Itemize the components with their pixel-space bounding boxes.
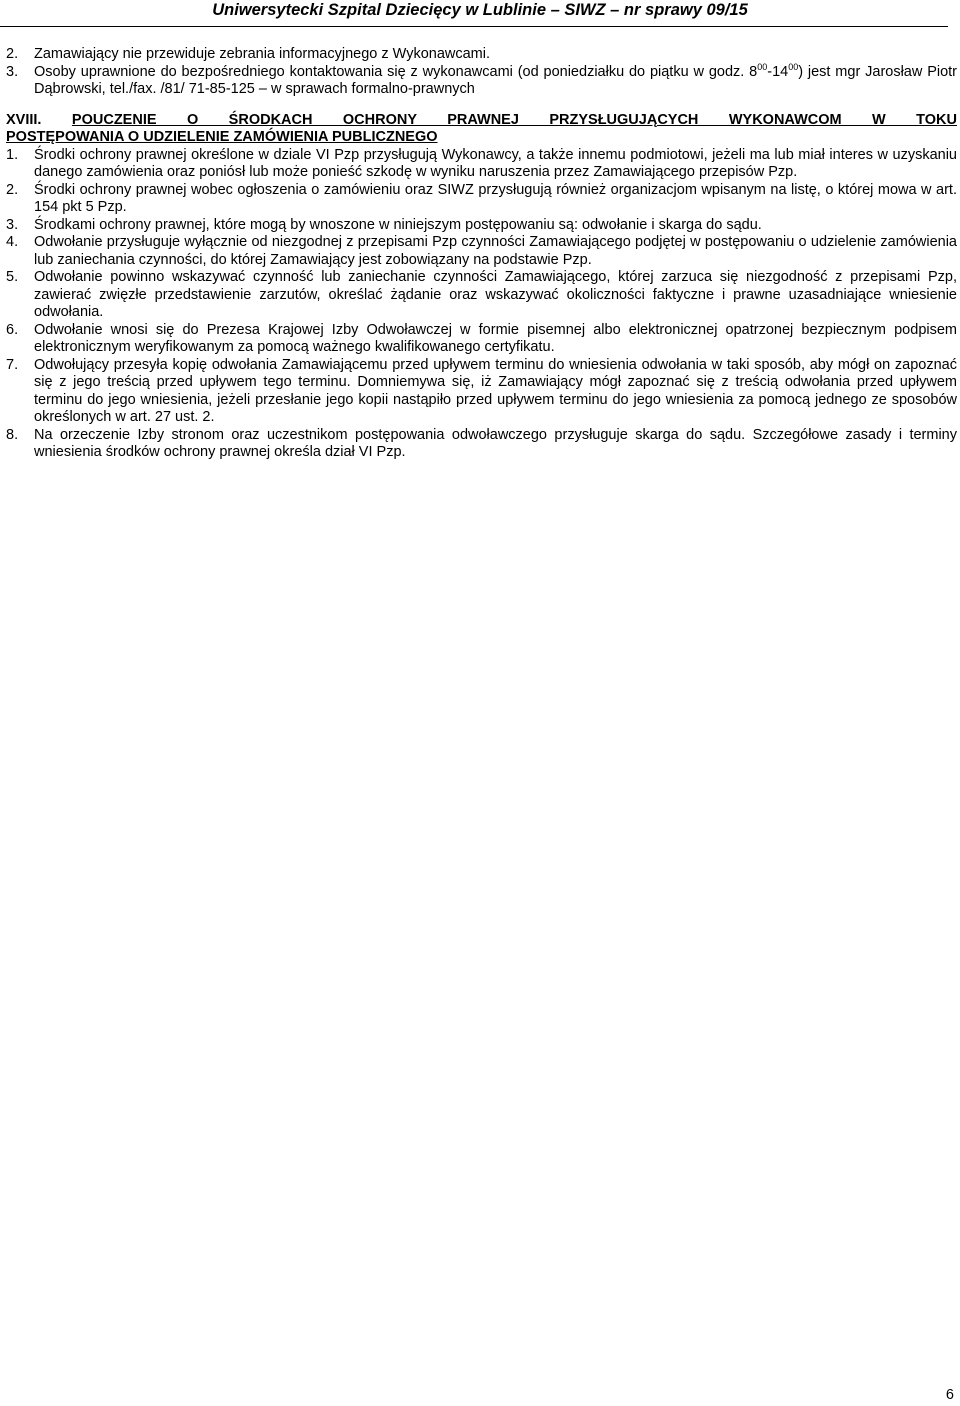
document-body — [6, 46, 957, 462]
list-item — [6, 217, 957, 235]
item-number: 8. — [6, 426, 19, 443]
list-item — [6, 182, 957, 217]
item-number: 2. — [6, 181, 19, 198]
section-title-line-1 — [6, 112, 957, 130]
item-number: 3. — [6, 63, 19, 80]
list-item — [6, 322, 957, 357]
item-text: Środkami ochrony prawnej, które mogą by wnoszone w niniejszym postępowaniu są: odwołanie i skarga do sądu. — [34, 216, 762, 233]
item-text: -14 — [767, 63, 789, 80]
item-number: 6. — [6, 321, 19, 338]
page-number: 6 — [945, 1387, 954, 1403]
item-number: 4. — [6, 234, 19, 250]
superscript: 00 — [788, 61, 799, 72]
list-item — [6, 61, 958, 99]
superscript: 00 — [757, 61, 768, 72]
item-number: 7. — [6, 356, 19, 373]
item-number: 1. — [6, 146, 19, 163]
section-title: POUCZENIE O ŚRODKACH OCHRONY PRAWNEJ PRZYSŁUGUJĄCYCH WYKONAWCOM W TOKU — [71, 111, 958, 128]
item-number: 3. — [6, 216, 19, 233]
item-text: Na orzeczenie Izby stronom oraz uczestnikom postępowania odwoławczego przysługuje skarga do sądu. Szczegółowe zasady i terminy wniesienia środków ochrony prawnej określa dział VI Pzp. — [34, 426, 957, 460]
item-number: 5. — [6, 269, 19, 285]
page-header — [0, 0, 960, 30]
item-text: Zamawiający nie przewiduje zebrania informacyjnego z Wykonawcami. — [34, 46, 491, 62]
section-title-line-2: POSTĘPOWANIA O UDZIELENIE ZAMÓWIENIA PUBLICZNEGO — [6, 129, 438, 145]
item-text: Odwołanie powinno wskazywać czynność lub zaniechanie czynności Zamawiającego, której zarzuca się niezgodność z przepisami Pzp, zawierać zwięzłe przedstawienie zarzutów, określać żądanie oraz wskazywać okoliczności faktyczne i prawne uzasadniające wniesienie odwołania. — [34, 269, 957, 320]
list-item — [6, 357, 957, 427]
item-text: Odwołanie wnosi się do Prezesa Krajowej Izby Odwoławczej w formie pisemnej albo elektronicznej opatrzonej bezpiecznym podpisem elektronicznym weryfikowanym za pomocą ważnego kwalifikowanego certyfikatu. — [34, 321, 957, 355]
item-number: 2. — [6, 46, 19, 62]
list-item — [6, 269, 957, 322]
item-text: Osoby uprawnione do bezpośredniego kontaktowania się z wykonawcami (od poniedziałku do piątku w godz. 8 — [34, 63, 758, 80]
document-header-title: Uniwersytecki Szpital Dziecięcy w Lublinie – SIWZ – nr sprawy 09/15 — [212, 1, 748, 19]
section-number: XVIII. — [6, 111, 42, 128]
item-text: Środki ochrony prawnej określone w dziale VI Pzp przysługują Wykonawcy, a także innemu podmiotowi, jeżeli ma lub miał interes w uzyskaniu danego zamówienia oraz poniósł lub może ponieść szkodę w wyniku naruszenia przez Zamawiającego przepisów Pzp. — [34, 146, 957, 180]
list-item — [6, 427, 957, 462]
item-text: Odwołanie przysługuje wyłącznie od niezgodnej z przepisami Pzp czynności Zamawiającego podjętej w postępowaniu o udzielenie zamówienia lub zaniechania czynności, do której Zamawiający jest zobowiązany na podstawie Pzp. — [34, 234, 957, 268]
item-text: Odwołujący przesyła kopię odwołania Zamawiającemu przed upływem terminu do wniesienia odwołania w taki sposób, aby mógł on zapoznać się z jego treścią przed upływem tego terminu. Domniemywa się, iż Zamawiający mógł zapoznać się z treścią odwołania przed upływem terminu do jego wniesienia, jeżeli przesłanie jego kopii nastąpiło przed upływem terminu do jego wniesienia za pomocą jednego ze sposobów określonych w art. 27 ust. 2. — [34, 356, 957, 425]
list-item — [6, 46, 957, 64]
item-text: Środki ochrony prawnej wobec ogłoszenia o zamówieniu oraz SIWZ przysługują również organizacjom wpisanym na listę, o której mowa w art. 154 pkt 5 Pzp. — [34, 181, 957, 215]
list-item — [6, 147, 957, 182]
header-divider — [0, 26, 948, 27]
list-item — [6, 234, 957, 269]
item-text: ) jest mgr Jarosław Piotr Dąbrowski, tel./fax. /81/ 71-85-125 – w sprawach formalno-prawnych — [34, 63, 958, 97]
section-heading — [6, 112, 957, 147]
